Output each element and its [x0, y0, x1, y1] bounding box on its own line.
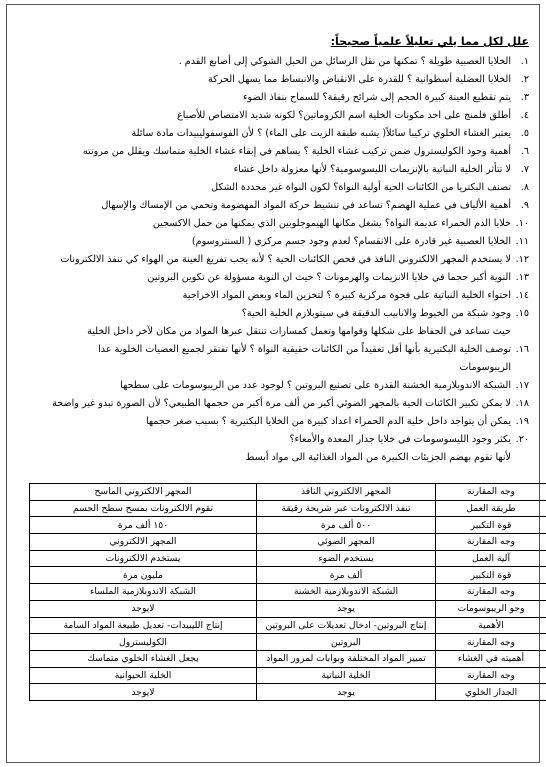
table-row [30, 600, 546, 617]
reason-text: الخلايا العضلية أسطوانية ؟ للقدرة على الانقباض والانبساط مما يسهل الحركة [208, 74, 511, 85]
reason-number: ٢. [520, 74, 529, 85]
reason-number: ٩. [520, 200, 529, 211]
reason-text: أطلق فلمنج على احد مكونات الخلية اسم الكروماتين؟ لكونه شديد الامتصاص للأصباغ [176, 110, 511, 121]
reason-item [31, 251, 529, 269]
reason-item [31, 413, 529, 431]
reason-number: ٣. [520, 92, 529, 103]
reason-text: احتواء الخلية النباتية على فجوة مركزية كبيرة ؟ لتخزين الماء وبعض المواد الاخراجية [182, 290, 511, 301]
reason-text: يمكن أن يتواجد داخل خلية الدم الحمراء اعداد كبيرة من الخلايا البكتيرية ؟ بسبب صغر حجمها [145, 416, 511, 427]
reason-text: الخلايا العصبية غير قادرة على الانقسام؟ لعدم وجود جسم مركزي ( السنتروسوم) [191, 236, 511, 247]
reason-text: تصنف البكتريا من الكائنات الحية أولية النواة؟ لكون النواة غير محددة الشكل [211, 182, 511, 193]
table-row-label: وجو الريبوسومات [436, 600, 546, 617]
reason-item [31, 449, 529, 467]
table-cell: ١٥٠ ألف مرة [30, 517, 257, 534]
table-row-label: وجه المقارنة [436, 484, 546, 501]
reason-text: لأنها تقوم بهضم الجزيئات الكبيرة من المواد الغذائية الى مواد أبسط [245, 452, 511, 463]
table-cell: يجعل الغشاء الخلوي متماسك [30, 650, 257, 667]
table-cell: تنفذ الالكترونات عبر شريحة رقيقة [257, 500, 436, 517]
table-cell: ألف مرة [257, 567, 436, 584]
reasons-list [31, 53, 529, 467]
reason-item [31, 323, 529, 341]
comparison-table [29, 483, 546, 701]
reason-number: ١٢. [515, 254, 529, 265]
reason-text: توصف الخلية البكتيرية بأنها أقل تعقيداً من الكائنات حقيقية النواة ؟ لأنها تفتقر لجميع العضيات الخلوية عدا [98, 344, 511, 355]
table-row-label: وجه المقارنة [436, 667, 546, 684]
reason-text: لا يستخدم المجهر الالكتروني النافذ في فحص الكائنات الحية ؟ لأنه يجب تفريغ العينة من الهواء كي تنفذ الالكترونات [60, 254, 511, 265]
table-cell: المجهر الضوئي [257, 534, 436, 551]
table-cell: يستخدم الالكترونات [30, 550, 257, 567]
reason-number: ٧. [520, 164, 529, 175]
reason-number: ٤. [520, 110, 529, 121]
table-cell: إنتاج البروتين- ادخال تعديلات على البروتين [257, 617, 436, 634]
reason-text: حيث تساعد في الحفاظ على شكلها وقوامها وتعمل كمسارات تنتقل عبرها المواد من مكان لآخر داخل الخلية [87, 326, 511, 337]
table-row [30, 484, 546, 501]
reason-text: الشبكة الاندوبلازمية الخشنة القدرة على تصنيع البروتين ؟ لوجود عدد من الريبوسومات على سطحها [120, 380, 511, 391]
table-row [30, 500, 546, 517]
reason-number: ١١. [515, 236, 529, 247]
reason-text: أهمية وجود الكوليسترول ضمن تركيب غشاء الخلية ؟ يساهم في إبقاء غشاء الخلية متماسك ويقلل من مرونته [82, 146, 511, 157]
table-cell: تقوم الالكترونات بمسح سطح الجسم [30, 500, 257, 517]
reason-item [31, 143, 529, 161]
table-row-label: أهميته في الغشاء [436, 650, 546, 667]
table-row [30, 550, 546, 567]
table-cell: مليون مرة [30, 567, 257, 584]
reason-number: ١٣. [515, 272, 529, 283]
table-row-label: وجه المقارنة [436, 584, 546, 601]
table-row-label: قوة التكبير [436, 517, 546, 534]
reason-item [31, 53, 529, 71]
reason-number: ٢٠. [515, 434, 529, 445]
reason-number: ١٧. [515, 380, 529, 391]
table-row [30, 617, 546, 634]
reason-text: أهمية الألياف في عملية الهضم؟ تساعد في تنشيط حركة المواد المهضومة وتحمي من الإمساك والإسهال [101, 200, 511, 211]
reason-item [31, 215, 529, 233]
table-cell: المجهر الالكتروني [30, 534, 257, 551]
reason-number: ١٠. [515, 218, 529, 229]
table-cell: لايوجد [30, 684, 257, 701]
reason-item [31, 431, 529, 449]
table-cell: المجهر الالكتروني النافذ [257, 484, 436, 501]
reason-text: يكثر وجود الليسوسومات في خلايا جدار المعدة والأمعاء؟ [289, 434, 511, 445]
table-row-label: الأهمية [436, 617, 546, 634]
reason-item [31, 269, 529, 287]
table-row-label: وجه المقارنة [436, 534, 546, 551]
table-row-label: آلية العمل [436, 550, 546, 567]
table-row-label: الجدار الخلوي [436, 684, 546, 701]
table-row-label: وجه المقارنة [436, 634, 546, 651]
table-cell: المجهر الالكتروني الماسح [30, 484, 257, 501]
reason-number: ١٩. [515, 416, 529, 427]
table-cell: الخلية الحيوانية [30, 667, 257, 684]
worksheet-heading: علل لكل مما يلي تعليلاً علمياً صحيحاً: [330, 35, 529, 48]
reason-text: لا تتأثر الخلية النباتية بالإنزيمات الليسوسومية؟ لأنها معزولة داخل غشاء [233, 164, 511, 175]
reason-item [31, 161, 529, 179]
reason-number: ٥. [520, 128, 529, 139]
table-cell: يستخدم الضوء [257, 550, 436, 567]
reason-item [31, 395, 529, 413]
reason-item [31, 305, 529, 323]
reason-text: الريبوسومات [459, 362, 511, 373]
reason-number: ١٥. [515, 308, 529, 319]
reason-item [31, 341, 529, 359]
reason-item [31, 197, 529, 215]
reason-text: خلايا الدم الحمراء عديمة النواة؟ يشغل مكانها الهيموجلوبين الذي يمكنها من حمل الاكسجين [152, 218, 511, 229]
table-cell: الخلية النباتية [257, 667, 436, 684]
reason-item [31, 179, 529, 197]
table-row [30, 634, 546, 651]
table-row-label: قوة التكبير [436, 567, 546, 584]
reason-text: لا يمكن تكبير الكائنات الحية بالمجهر الضوئي أكبر من ألف مرة أكبر من حجمها الطبيعي؟ لأن الصورة تبدو غير واضحة [52, 398, 511, 409]
reason-number: ١. [520, 56, 529, 67]
table-row [30, 667, 546, 684]
reason-item [31, 107, 529, 125]
table-row [30, 584, 546, 601]
reason-item [31, 377, 529, 395]
reason-number: ١٤. [515, 290, 529, 301]
table-row-label: طريقة العمل [436, 500, 546, 517]
reason-text: يتم تقطيع العينة كبيرة الحجم إلى شرائح رقيقة؟ للسماح بنفاذ الضوء [243, 92, 511, 103]
table-row [30, 650, 546, 667]
table-row [30, 567, 546, 584]
table-cell: تمييز المواد المختلفة وبوابات لمرور المواد [257, 650, 436, 667]
table-cell: الكوليسترول [30, 634, 257, 651]
table-cell: الشبكة الاندوبلازمية الملساء [30, 584, 257, 601]
table-cell: يوجد [257, 600, 436, 617]
reason-number: ١٨. [515, 398, 529, 409]
reason-number: ١٦. [515, 344, 529, 355]
reason-number: ٦. [520, 146, 529, 157]
reason-item [31, 233, 529, 251]
reason-item [31, 287, 529, 305]
reason-number: ٨. [520, 182, 529, 193]
table-cell: إنتاج الليبيدات- تعديل طبيعة المواد السامة [30, 617, 257, 634]
reason-item [31, 71, 529, 89]
table-cell: يوجد [257, 684, 436, 701]
table-row [30, 517, 546, 534]
table-cell: الشبكة الاندوبلازمية الخشنة [257, 584, 436, 601]
table-cell: البروتين [257, 634, 436, 651]
reason-item [31, 359, 529, 377]
table-cell: لايوجد [30, 600, 257, 617]
reason-item [31, 89, 529, 107]
reason-text: وجود شبكة من الخيوط والانابيب الدقيقة في سيتوبلازم الخلية الحية؟ [241, 308, 511, 319]
reason-text: النوية أكبر حجما في خلايا الانزيمات والهرمونات ؟ حيث ان النوية مسؤولة عن تكوين البروتين [147, 272, 511, 283]
table-cell: ٥٠٠ ألف مرة [257, 517, 436, 534]
reason-text: يعتبر الغشاء الخلوي تركيبا سائلاً( يشبه طبقة الزيت على الماء) ؟ لأن الفوسفوليبيدات مادة سائلة [131, 128, 511, 139]
reason-text: الخلايا العصبية طويلة ؟ تمكنها من نقل الرسائل من الحبل الشوكي إلى أصابع القدم . [178, 56, 511, 67]
worksheet-page [6, 4, 540, 763]
reason-item [31, 125, 529, 143]
table-row [30, 534, 546, 551]
table-row [30, 684, 546, 701]
